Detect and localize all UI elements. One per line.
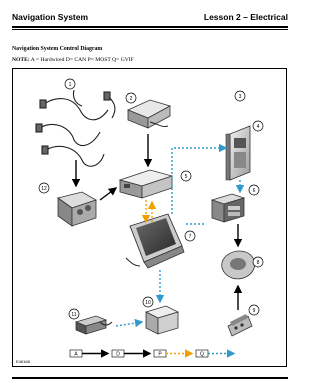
svg-text:1: 1 xyxy=(68,82,72,88)
svg-text:6: 6 xyxy=(252,188,256,194)
svg-text:5: 5 xyxy=(184,174,188,180)
callout-11 xyxy=(69,309,79,319)
touch-screen-display xyxy=(126,214,184,268)
legend-hardwired xyxy=(70,350,108,358)
legend-gvif xyxy=(196,350,234,358)
svg-text:D: D xyxy=(116,351,120,358)
svg-text:P: P xyxy=(158,351,162,358)
section-title: Navigation System xyxy=(12,12,89,22)
svg-text:Q: Q xyxy=(200,351,204,358)
svg-text:9: 9 xyxy=(252,308,256,314)
wheel-sensors-harness xyxy=(36,90,115,166)
svg-text:11: 11 xyxy=(71,312,77,318)
connection-legend xyxy=(70,350,234,358)
rotary-controller xyxy=(222,251,255,279)
abs-module xyxy=(58,192,96,226)
footer-rule xyxy=(12,377,288,379)
svg-text:10: 10 xyxy=(145,300,151,306)
callout-7 xyxy=(185,231,195,241)
callout-5 xyxy=(181,171,191,181)
most-links xyxy=(146,200,152,222)
note-label: NOTE: xyxy=(12,57,30,63)
callout-1 xyxy=(65,79,75,89)
callout-10 xyxy=(143,297,153,307)
callout-2 xyxy=(126,93,136,103)
control-module-2 xyxy=(128,100,170,128)
audio-head-unit-front xyxy=(226,126,250,180)
callout-3 xyxy=(235,91,245,101)
legend-can xyxy=(112,350,150,358)
switch-pack xyxy=(228,314,252,336)
navigation-control-module xyxy=(120,170,172,198)
antenna-module xyxy=(76,316,112,334)
callout-4 xyxy=(253,121,263,131)
callout-8 xyxy=(253,257,263,267)
callout-6 xyxy=(249,185,259,195)
diagram-title: Navigation System Control Diagram xyxy=(12,46,103,52)
svg-text:3: 3 xyxy=(238,94,242,100)
svg-text:8: 8 xyxy=(256,260,260,266)
svg-text:A: A xyxy=(74,351,78,358)
figure-reference: E46168 xyxy=(16,359,30,364)
radio-unit xyxy=(212,194,244,222)
legend-most xyxy=(154,350,192,358)
interface-module xyxy=(146,306,178,334)
svg-text:7: 7 xyxy=(188,234,192,240)
svg-text:12: 12 xyxy=(41,186,47,192)
callout-9 xyxy=(249,305,259,315)
note-text: A = Hardwired D= CAN P= MOST Q= GVIF xyxy=(29,57,134,63)
svg-text:4: 4 xyxy=(256,124,260,130)
lesson-title: Lesson 2 – Electrical xyxy=(203,12,288,22)
callout-12 xyxy=(39,183,49,193)
svg-text:2: 2 xyxy=(129,96,133,102)
